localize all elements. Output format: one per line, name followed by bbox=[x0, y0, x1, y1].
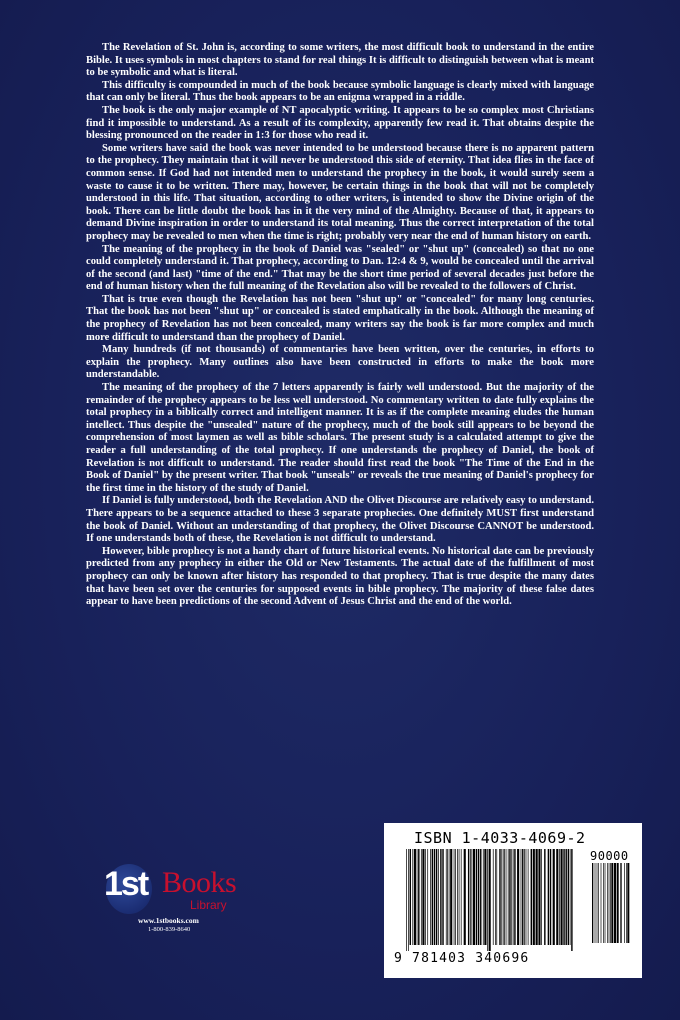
paragraph: The book is the only major example of NT apocalyptic writing. It appears to be so complex most Christians find it impossible to understand. As a result of its complexity, apparently few read it. That obtains despite the blessing pronounced on the reader in 1:3 for those who read it. bbox=[86, 104, 594, 142]
barcode-bar bbox=[592, 863, 593, 943]
paragraph: If Daniel is fully understood, both the Revelation AND the Olivet Discourse are relatively easy to understand. There appears to be a sequence attached to these 3 separate prophecies. One definitely MUST first understand the book of Daniel. Without an understanding of that prophecy, the Olivet Discourse CANNOT be understood. If one understands both of these, the Revelation is not difficult to understand. bbox=[86, 495, 594, 545]
barcode-bar bbox=[506, 849, 507, 945]
barcode-bar bbox=[609, 863, 610, 943]
logo-library-text: Library bbox=[190, 898, 227, 912]
barcode-bar bbox=[617, 863, 619, 943]
barcode-bar bbox=[473, 849, 475, 945]
barcode-bar bbox=[541, 849, 542, 945]
barcode-bar bbox=[556, 849, 558, 945]
barcode-bar bbox=[597, 863, 598, 943]
barcode-bar bbox=[559, 849, 560, 945]
barcode-bar bbox=[603, 863, 604, 943]
barcode-bar bbox=[610, 863, 611, 943]
barcode-bar bbox=[434, 849, 435, 945]
barcode-bar bbox=[550, 849, 551, 945]
barcode-bar bbox=[620, 863, 621, 943]
barcode-bar bbox=[436, 849, 437, 945]
barcode-bar bbox=[499, 849, 500, 945]
barcode-bar bbox=[509, 849, 510, 945]
barcode-bar bbox=[531, 849, 532, 945]
barcode-bar bbox=[427, 849, 428, 945]
barcode-bar bbox=[487, 849, 488, 951]
publisher-phone: 1-800-839-8640 bbox=[148, 926, 191, 933]
barcode-bar bbox=[493, 849, 494, 945]
price-barcode bbox=[592, 863, 632, 943]
barcode-bar bbox=[548, 849, 549, 945]
barcode-bar bbox=[598, 863, 599, 943]
barcode-bar bbox=[412, 849, 413, 945]
barcode-bar bbox=[624, 863, 625, 943]
barcode-bar bbox=[533, 849, 535, 945]
barcode-bar bbox=[421, 849, 422, 945]
barcode-bar bbox=[418, 849, 419, 945]
paragraph: Some writers have said the book was never intended to be understood because there is no apparent pattern to the prophecy. They maintain that it will never be understood this side of eternity. That idea flies in the face of common sense. If God had not intended men to understand the prophecy in the book, it would surely seem a waste to cause it to be written. There may, however, be certain things in the book that will not be completely understood in this life. That situation, according to other writers, is intended to show the Divine origin of the book. There can be little doubt the book has in it the very mind of the Almighty. Because of that, it appears to demand Divine inspiration in order to understand its total meaning. Thus the correct interpretation of the total prophecy may be revealed to men when the time is right; probably very near the end of human history on earth. bbox=[86, 142, 594, 242]
barcode-bar bbox=[595, 863, 596, 943]
barcode-bar bbox=[410, 849, 411, 945]
barcode-bar bbox=[501, 849, 502, 945]
barcode-bar bbox=[464, 849, 466, 945]
barcode-bar bbox=[517, 849, 519, 945]
barcode-bar bbox=[621, 863, 622, 943]
barcode-bar bbox=[470, 849, 471, 945]
barcode-bar bbox=[538, 849, 540, 945]
paragraph: That is true even though the Revelation has not been "shut up" or "concealed" for many long centuries. That the book has not been "shut up" or concealed is stated emphatically in the book. Although the meaning of the prophecy of Revelation has not been concealed, many writers say the book is far more complex and much more difficult to understand than the prophecy of Daniel. bbox=[86, 293, 594, 343]
barcode-bar bbox=[528, 849, 529, 945]
barcode-bar bbox=[408, 849, 409, 951]
publisher-url: www.1stbooks.com bbox=[138, 916, 199, 925]
barcode-bar bbox=[484, 849, 486, 945]
barcode-bar bbox=[524, 849, 525, 945]
barcode-bar bbox=[438, 849, 439, 945]
barcode-bar bbox=[480, 849, 481, 945]
barcode-bar bbox=[496, 849, 497, 945]
barcode-bar bbox=[626, 863, 627, 943]
barcode-bar bbox=[601, 863, 602, 943]
barcode-bar bbox=[563, 849, 564, 945]
barcode-bar bbox=[522, 849, 523, 945]
barcode-bar bbox=[432, 849, 433, 945]
ean-barcode bbox=[406, 849, 584, 951]
barcode-bar bbox=[447, 849, 448, 945]
isbn-label: ISBN 1-4033-4069-2 bbox=[414, 829, 586, 847]
barcode-bar bbox=[457, 849, 458, 945]
ean-digits: 9 781403 340696 bbox=[394, 951, 530, 966]
barcode-bar bbox=[455, 849, 456, 945]
paragraph: The meaning of the prophecy of the 7 letters apparently is fairly well understood. But the majority of the remainder of the prophecy appears to be less well understood. No commentary written to date fully explains the total prophecy in a biblically correct and intelligent manner. It is as if the complete meaning eludes the human intellect. Thus despite the "unsealed" nature of the prophecy, much of the book still appears to be beyond the comprehension of most laymen as well as bible scholars. The present study is a calculated attempt to give the reader a full understanding of the total prophecy. If one understands the prophecy of Daniel, the book of Revelation is not difficult to understand. The reader should first read the book "The Time of the End in the Book of Daniel" by the present writer. That book "unseals" or reveals the true meaning of Daniel's prophecy for the first time in the history of the study of Daniel. bbox=[86, 382, 594, 494]
barcode-bar bbox=[513, 849, 514, 945]
barcode-bar bbox=[627, 863, 629, 943]
barcode-bar bbox=[504, 849, 505, 945]
barcode-bar bbox=[414, 849, 416, 945]
price-code: 90000 bbox=[590, 849, 629, 863]
barcode-bar bbox=[571, 849, 572, 951]
barcode-bar bbox=[553, 849, 555, 945]
paragraph: However, bible prophecy is not a handy chart of future historical events. No historical date can be previously predicted from any prophecy in either the Old or New Testaments. The actual date of the fulfillment of most prophecy can only be known after history has responded to that prophecy. That is true despite the many dates that have been set over the centuries for supposed events in bible prophecy. The majority of these false dates appear to have been predictions of the second Advent of Jesus Christ and the end of the world. bbox=[86, 545, 594, 608]
barcode-bar bbox=[454, 849, 455, 945]
paragraph: Many hundreds (if not thousands) of commentaries have been written, over the centuries, in efforts to explain the prophecy. Many outlines also have been constructed in efforts to make the book more understandable. bbox=[86, 344, 594, 381]
barcode-bar bbox=[503, 849, 504, 945]
barcode-bar bbox=[568, 849, 569, 945]
barcode-bar bbox=[521, 849, 522, 945]
logo-books-text: Books bbox=[162, 866, 237, 899]
barcode-bar bbox=[446, 849, 447, 945]
logo-first-text: 1st bbox=[104, 865, 148, 903]
barcode-bar bbox=[483, 849, 484, 945]
barcode-bar bbox=[442, 849, 443, 945]
barcode-bar bbox=[605, 863, 606, 943]
barcode-bar bbox=[508, 849, 509, 945]
paragraph: This difficulty is compounded in much of the book because symbolic language is clearly mixed with language that can only be literal. Thus the book appears to be an enigma wrapped in a riddle. bbox=[86, 79, 594, 104]
barcode-bar bbox=[417, 849, 418, 945]
barcode-bar bbox=[478, 849, 479, 945]
barcode-bar bbox=[611, 863, 613, 943]
barcode-bar bbox=[607, 863, 608, 943]
barcode-bar bbox=[614, 863, 616, 943]
barcode-bar bbox=[544, 849, 545, 945]
barcode-bar bbox=[450, 849, 452, 945]
barcode-bar bbox=[514, 849, 515, 945]
barcode-bar bbox=[472, 849, 473, 945]
barcode-bar bbox=[536, 849, 538, 945]
barcode-bar bbox=[561, 849, 563, 945]
paragraph: The meaning of the prophecy in the book of Daniel was "sealed" or "shut up" (concealed) so that no one could completely understand it. That prophecy, according to Dan. 12:4 & 9, would be concealed until the arrival of the second (and last) "time of the end." That may be the short time period of several decades just before the end of human history when the full meaning of the Revelation also will be revealed to the followers of Christ. bbox=[86, 243, 594, 293]
barcode-bar bbox=[430, 849, 431, 945]
barcode-bar bbox=[425, 849, 426, 945]
barcode-bar bbox=[476, 849, 477, 945]
back-cover-text bbox=[86, 42, 594, 609]
barcode-bar bbox=[570, 849, 571, 945]
barcode-bar bbox=[449, 849, 450, 945]
barcode-bar bbox=[495, 849, 496, 945]
paragraph: The Revelation of St. John is, according to some writers, the most difficult book to understand in the entire Bible. It uses symbols in most chapters to stand for real things It is difficult to distinguish between what is meant to be symbolic and what is literal. bbox=[86, 42, 594, 79]
barcode-bar bbox=[406, 849, 407, 951]
publisher-logo bbox=[102, 860, 252, 960]
barcode-bar bbox=[459, 849, 460, 945]
barcode-bar bbox=[440, 849, 441, 945]
barcode-bar bbox=[565, 849, 566, 945]
barcode-bar bbox=[511, 849, 512, 945]
barcode-bar bbox=[468, 849, 469, 945]
barcode-bar bbox=[461, 849, 462, 945]
barcode-bar bbox=[526, 849, 527, 945]
barcode-bar bbox=[422, 849, 424, 945]
barcode-bar bbox=[489, 849, 491, 951]
barcode-panel bbox=[384, 823, 642, 978]
